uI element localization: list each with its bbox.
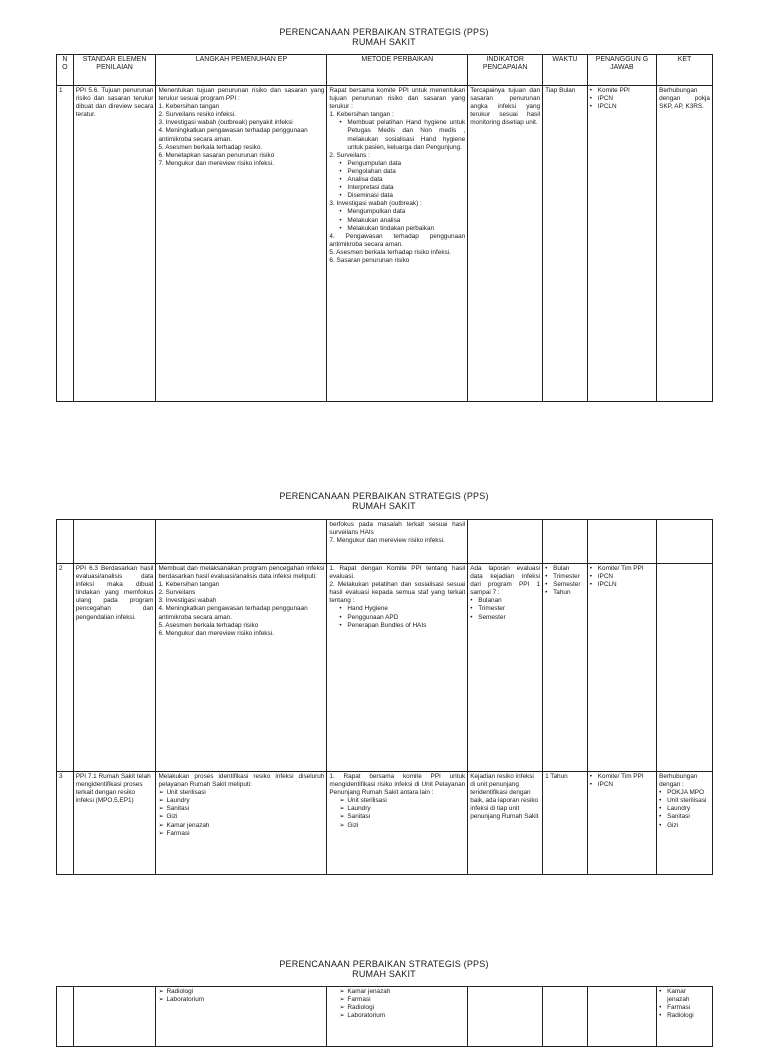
header-no: N O	[57, 55, 74, 86]
list-item: 4. Meningkatkan pengawasan terhadap penggunaan antimikroba secara aman.	[158, 605, 308, 621]
bullet-icon: •	[339, 613, 342, 621]
bullet-icon: •	[589, 95, 593, 103]
list-item: ➢ Laundry	[339, 805, 371, 813]
cell-empty	[57, 520, 74, 564]
cell-standar: PPI 7.1 Rumah Sakit telah mengidentifikasi proses terkait dengan resiko infeksi (MPO.5,EP1)	[73, 772, 156, 875]
bullet-icon: •	[589, 773, 593, 780]
cell-empty	[468, 987, 543, 1047]
arrow-bullet-icon: ➢	[339, 1012, 345, 1020]
arrow-bullet-icon: ➢	[339, 813, 345, 821]
bullet-icon: •	[589, 573, 593, 581]
header-langkah: LANGKAH PEMENUHAN EP	[156, 55, 327, 86]
pps-table-3	[56, 986, 713, 1047]
cell-waktu	[543, 564, 588, 772]
arrow-bullet-icon: ➢	[339, 1004, 345, 1012]
cell-ket	[657, 564, 713, 772]
bullet-icon: •	[470, 613, 473, 621]
list-item: • IPCLN	[589, 103, 617, 111]
list-item: 2. Surveilans resiko infeksi.	[158, 111, 236, 119]
bullet-icon: •	[545, 565, 548, 572]
bullet-icon: •	[339, 208, 342, 216]
bullet-icon: •	[339, 192, 342, 200]
bullet-icon: •	[339, 119, 342, 127]
list-item: 4. Pengawasan terhadap penggunaan antimikroba secara aman.	[329, 232, 466, 248]
cell-empty	[57, 987, 74, 1047]
cell-no: 2	[57, 564, 74, 772]
list-item: ➢ Unit sterilisasi	[158, 789, 206, 797]
indikator-intro: Ada laporan evaluasi data kejadian infeksi dari program PPI 1 sampai 7 :	[470, 565, 541, 597]
bullet-icon: •	[339, 159, 342, 167]
cell-indikator: Kejadian resiko infeksi di unit penunjang teridentifikasi dengan baik, ada laporan resiko infeksi di tiap unit penunjang Rumah Sakit	[468, 772, 543, 875]
list-item: • Bulanan	[470, 597, 502, 605]
page-subtitle: RUMAH SAKIT	[352, 501, 416, 511]
list-item: 3. Investigasi wabah	[158, 597, 217, 605]
cell-no: 3	[57, 772, 74, 875]
bullet-icon: •	[659, 1004, 662, 1012]
list-item: • POKJA MPO	[659, 789, 704, 797]
cell-langkah	[156, 86, 327, 402]
list-item: 1. Rapat dengan Komite PPI tentang hasil evaluasi.	[329, 565, 466, 581]
list-item: ➢ Unit sterilisasi	[339, 797, 387, 805]
bullet-icon: •	[545, 573, 548, 581]
list-item: 1. Kebersihan tangan	[158, 581, 220, 589]
list-item: • Pengolahan data	[339, 167, 396, 175]
cell-ket	[657, 772, 713, 875]
list-item: • Melakukan analisa	[339, 216, 401, 224]
list-item: • Semester	[470, 613, 506, 621]
cell-ket	[657, 987, 713, 1047]
cell-penanggung-jawab	[587, 86, 656, 402]
pps-table-1	[56, 54, 713, 402]
cell-empty	[156, 520, 327, 564]
header-penanggung-jawab: PENANGGUN G JAWAB	[587, 55, 656, 86]
arrow-bullet-icon: ➢	[158, 805, 164, 813]
langkah-intro: Melakukan proses identifikasi resiko infeksi diseluruh pelayanan Rumah Sakit meliputi:	[158, 773, 325, 789]
list-item: • Trimester	[470, 605, 505, 613]
bullet-icon: •	[339, 167, 342, 175]
list-item: • IPCLN	[589, 581, 617, 589]
header-metode: METODE PERBAIKAN	[327, 55, 468, 86]
list-item: 5. Asesmen berkala terhadap risiko	[158, 621, 259, 629]
list-item: 3. Investigasi wabah (outbreak) :	[329, 200, 422, 208]
page-title: PERENCANAAN PERBAIKAN STRATEGIS (PPS)	[279, 959, 489, 969]
langkah-intro: Menentukan tujuan penurunan risiko dan sasaran yang terukur sesuai program PPI :	[158, 87, 325, 103]
arrow-bullet-icon: ➢	[158, 789, 164, 797]
table-row	[57, 987, 713, 1047]
header-waktu: WAKTU	[543, 55, 588, 86]
page-title: PERENCANAAN PERBAIKAN STRATEGIS (PPS)	[279, 491, 489, 501]
bullet-icon: •	[589, 103, 593, 111]
arrow-bullet-icon: ➢	[339, 988, 345, 995]
page-subtitle: RUMAH SAKIT	[352, 969, 416, 979]
list-item: 6. Menetapkan sasaran penurunan risiko	[158, 151, 275, 159]
list-item: • Diseminasi data	[339, 192, 393, 200]
list-item: • Radiologi	[659, 1012, 694, 1020]
cell-standar: PPI 6.3 Berdasarkan hasil evaluasi/analisis data infeksi maka dibuat tindakan yang memfokus ulang pada program pencegahan dan pengendalian infeksi.	[73, 564, 156, 772]
table-row	[57, 564, 713, 772]
cell-empty	[73, 987, 156, 1047]
list-item: 6. Mengukur dan mereview risiko infeksi.	[158, 629, 274, 637]
page-subtitle: RUMAH SAKIT	[352, 37, 416, 47]
header-standar: STANDAR ELEMEN PENILAIAN	[73, 55, 156, 86]
list-item: • Penerapan Bundles of HAIs	[339, 621, 427, 629]
list-item: • Komite/ Tim PPI	[589, 565, 644, 572]
cell-penanggung-jawab	[587, 772, 656, 875]
list-item: ➢ Radiologi	[339, 1004, 375, 1012]
arrow-bullet-icon: ➢	[158, 797, 164, 805]
list-item: 7. Mengukur dan mereview risiko infeksi.	[329, 537, 445, 545]
cell-empty	[543, 520, 588, 564]
bullet-icon: •	[545, 589, 548, 597]
list-item: • Semester	[545, 581, 581, 589]
ket-intro: Berhubungan dengan :	[659, 773, 698, 789]
list-item: ➢ Kamar jenazah	[158, 821, 210, 829]
table-row	[57, 520, 713, 564]
list-item: 6. Sasaran penurunan risiko	[329, 256, 410, 264]
cell-metode	[327, 772, 468, 875]
cell-no: 1	[57, 86, 74, 402]
arrow-bullet-icon: ➢	[339, 797, 345, 805]
list-item: • Unit sterilisasi	[659, 797, 707, 805]
cell-penanggung-jawab	[587, 564, 656, 772]
arrow-bullet-icon: ➢	[158, 996, 164, 1004]
list-item: 5. Asesmen berkala terhadap risiko infeksi.	[329, 248, 451, 256]
list-item: • Mengumpulkan data	[339, 208, 406, 216]
cell-standar: PPI 5.6. Tujuan penurunan risiko dan sasaran terukur dibuat dan direview secara teratur.	[73, 86, 156, 402]
list-item: • Penggunaan APD	[339, 613, 399, 621]
list-item: • Membuat pelatihan Hand hygiene untuk Petugas Medis dan Non medis , melakukan sosialisasi Hand hygiene untuk pasien, keluarga dan Pengunjung.	[339, 119, 466, 151]
cell-metode	[327, 86, 468, 402]
bullet-icon: •	[545, 581, 548, 589]
metode-intro: 1. Rapat bersama komite PPI untuk mengidentifikasi risiko infeksi di Unit Pelayanan Penunjang Rumah Sakit antara lain :	[329, 773, 466, 797]
list-item: 2. Melakukan pelatihan dan sosialisasi sesuai hasil evaluasi kepada semua staf yang terkait tentang :	[329, 581, 466, 605]
list-item: • Analisa data	[339, 176, 383, 184]
list-item: • Trimester	[545, 573, 580, 581]
bullet-icon: •	[659, 789, 662, 797]
bullet-icon: •	[470, 605, 473, 613]
list-item: • IPCN	[589, 573, 614, 581]
bullet-icon: •	[659, 1012, 662, 1020]
bullet-icon: •	[339, 216, 342, 224]
list-item: ➢ Gizi	[158, 813, 178, 821]
list-item: • Komite PPI	[589, 87, 630, 94]
table-row	[57, 86, 713, 402]
cell-empty	[468, 520, 543, 564]
pps-table-2	[56, 519, 713, 875]
list-item: • IPCN	[589, 781, 614, 789]
list-item: • Komite/ Tim PPI	[589, 773, 644, 780]
header-indikator: INDIKATOR PENCAPAIAN	[468, 55, 543, 86]
cell-empty	[657, 520, 713, 564]
cell-empty	[543, 987, 588, 1047]
cell-langkah	[156, 564, 327, 772]
list-item: • Hand Hygiene	[339, 605, 388, 613]
list-item: 4. Meningkatkan pengawasan terhadap penggunaan antimikroba secara aman.	[158, 127, 308, 143]
list-item: 7. Mengukur dan mereview risiko infeksi.	[158, 159, 274, 167]
list-item: 2. Surveilans :	[329, 151, 370, 159]
list-item: 2. Surveilans	[158, 589, 196, 597]
bullet-icon: •	[589, 87, 593, 94]
list-item: • Bulan	[545, 565, 570, 572]
list-item: • Farmasi	[659, 1004, 691, 1012]
list-item: ➢ Sanitasi	[339, 813, 371, 821]
bullet-icon: •	[339, 176, 342, 184]
list-item: • Sanitasi	[659, 813, 690, 821]
list-item: 5. Asesmen berkala terhadap resiko.	[158, 143, 263, 151]
list-item: ➢ Gizi	[339, 821, 359, 829]
arrow-bullet-icon: ➢	[158, 813, 164, 821]
arrow-bullet-icon: ➢	[158, 988, 164, 995]
list-item: berfokus pada masalah terkait sesuai hasil surveilans HAIs	[329, 521, 466, 537]
bullet-icon: •	[659, 821, 662, 829]
cell-langkah	[156, 772, 327, 875]
list-item: • Pengumpulan data	[339, 159, 402, 167]
cell-metode	[327, 564, 468, 772]
list-item: ➢ Farmasi	[339, 996, 371, 1004]
cell-langkah	[156, 987, 327, 1047]
cell-indikator: Tercapainya tujuan dan sasaran penurunan angka infeksi yang terukur sesuai hasil monitoring disetiap unit.	[468, 86, 543, 402]
cell-waktu: Tiap Bulan	[543, 86, 588, 402]
arrow-bullet-icon: ➢	[339, 996, 345, 1004]
list-item: 3. Investigasi wabah (outbreak) penyakit infeksi	[158, 119, 293, 127]
list-item: ➢ Kamar jenazah	[339, 988, 391, 995]
table-header-row	[57, 55, 713, 86]
list-item: ➢ Laboratorium	[158, 996, 205, 1004]
cell-indikator	[468, 564, 543, 772]
header-ket: KET	[657, 55, 713, 86]
list-item: • IPCN	[589, 95, 614, 103]
list-item: • Laundry	[659, 805, 691, 813]
bullet-icon: •	[659, 813, 662, 821]
list-item: • Gizi	[659, 821, 679, 829]
bullet-icon: •	[339, 621, 342, 629]
table-row	[57, 772, 713, 875]
bullet-icon: •	[339, 224, 342, 232]
bullet-icon: •	[589, 581, 593, 589]
list-item: ➢ Laboratorium	[339, 1012, 386, 1020]
list-item: 1. Kebersihan tangan	[158, 103, 220, 111]
cell-empty	[587, 520, 656, 564]
bullet-icon: •	[339, 605, 342, 613]
cell-empty	[587, 987, 656, 1047]
arrow-bullet-icon: ➢	[339, 805, 345, 813]
list-item: • Tahun	[545, 589, 571, 597]
cell-metode	[327, 987, 468, 1047]
page-title: PERENCANAAN PERBAIKAN STRATEGIS (PPS)	[279, 27, 489, 37]
cell-ket: Berhubungan dengan pokja SKP, AP, K3RS.	[657, 86, 713, 402]
bullet-icon: •	[659, 805, 662, 813]
list-item: ➢ Radiologi	[158, 988, 194, 995]
arrow-bullet-icon: ➢	[339, 821, 345, 829]
bullet-icon: •	[339, 184, 342, 192]
list-item: ➢ Farmasi	[158, 829, 190, 837]
cell-waktu: 1 Tahun	[543, 772, 588, 875]
metode-intro: Rapat bersama komite PPI untuk menentukan tujuan penurunan risiko dan sasaran yang terukur :	[329, 87, 466, 111]
bullet-icon: •	[659, 988, 662, 995]
bullet-icon: •	[659, 797, 662, 805]
arrow-bullet-icon: ➢	[158, 829, 164, 837]
langkah-intro: Membuat dan melaksanakan program pencegahan infeksi berdasarkan hasil evaluasi/analisis data infeksi meliputi:	[158, 565, 325, 581]
bullet-icon: •	[589, 565, 593, 572]
cell-empty	[73, 520, 156, 564]
list-item: • Melakukan tindakan perbaikan	[339, 224, 435, 232]
list-item: • Interpretasi data	[339, 184, 394, 192]
arrow-bullet-icon: ➢	[158, 821, 164, 829]
list-item: • Kamar jenazah	[659, 988, 690, 1004]
bullet-icon: •	[470, 597, 473, 605]
list-item: 1. Kebersihan tangan :	[329, 111, 394, 119]
list-item: ➢ Sanitasi	[158, 805, 190, 813]
cell-metode	[327, 520, 468, 564]
list-item: ➢ Laundry	[158, 797, 190, 805]
bullet-icon: •	[589, 781, 593, 789]
